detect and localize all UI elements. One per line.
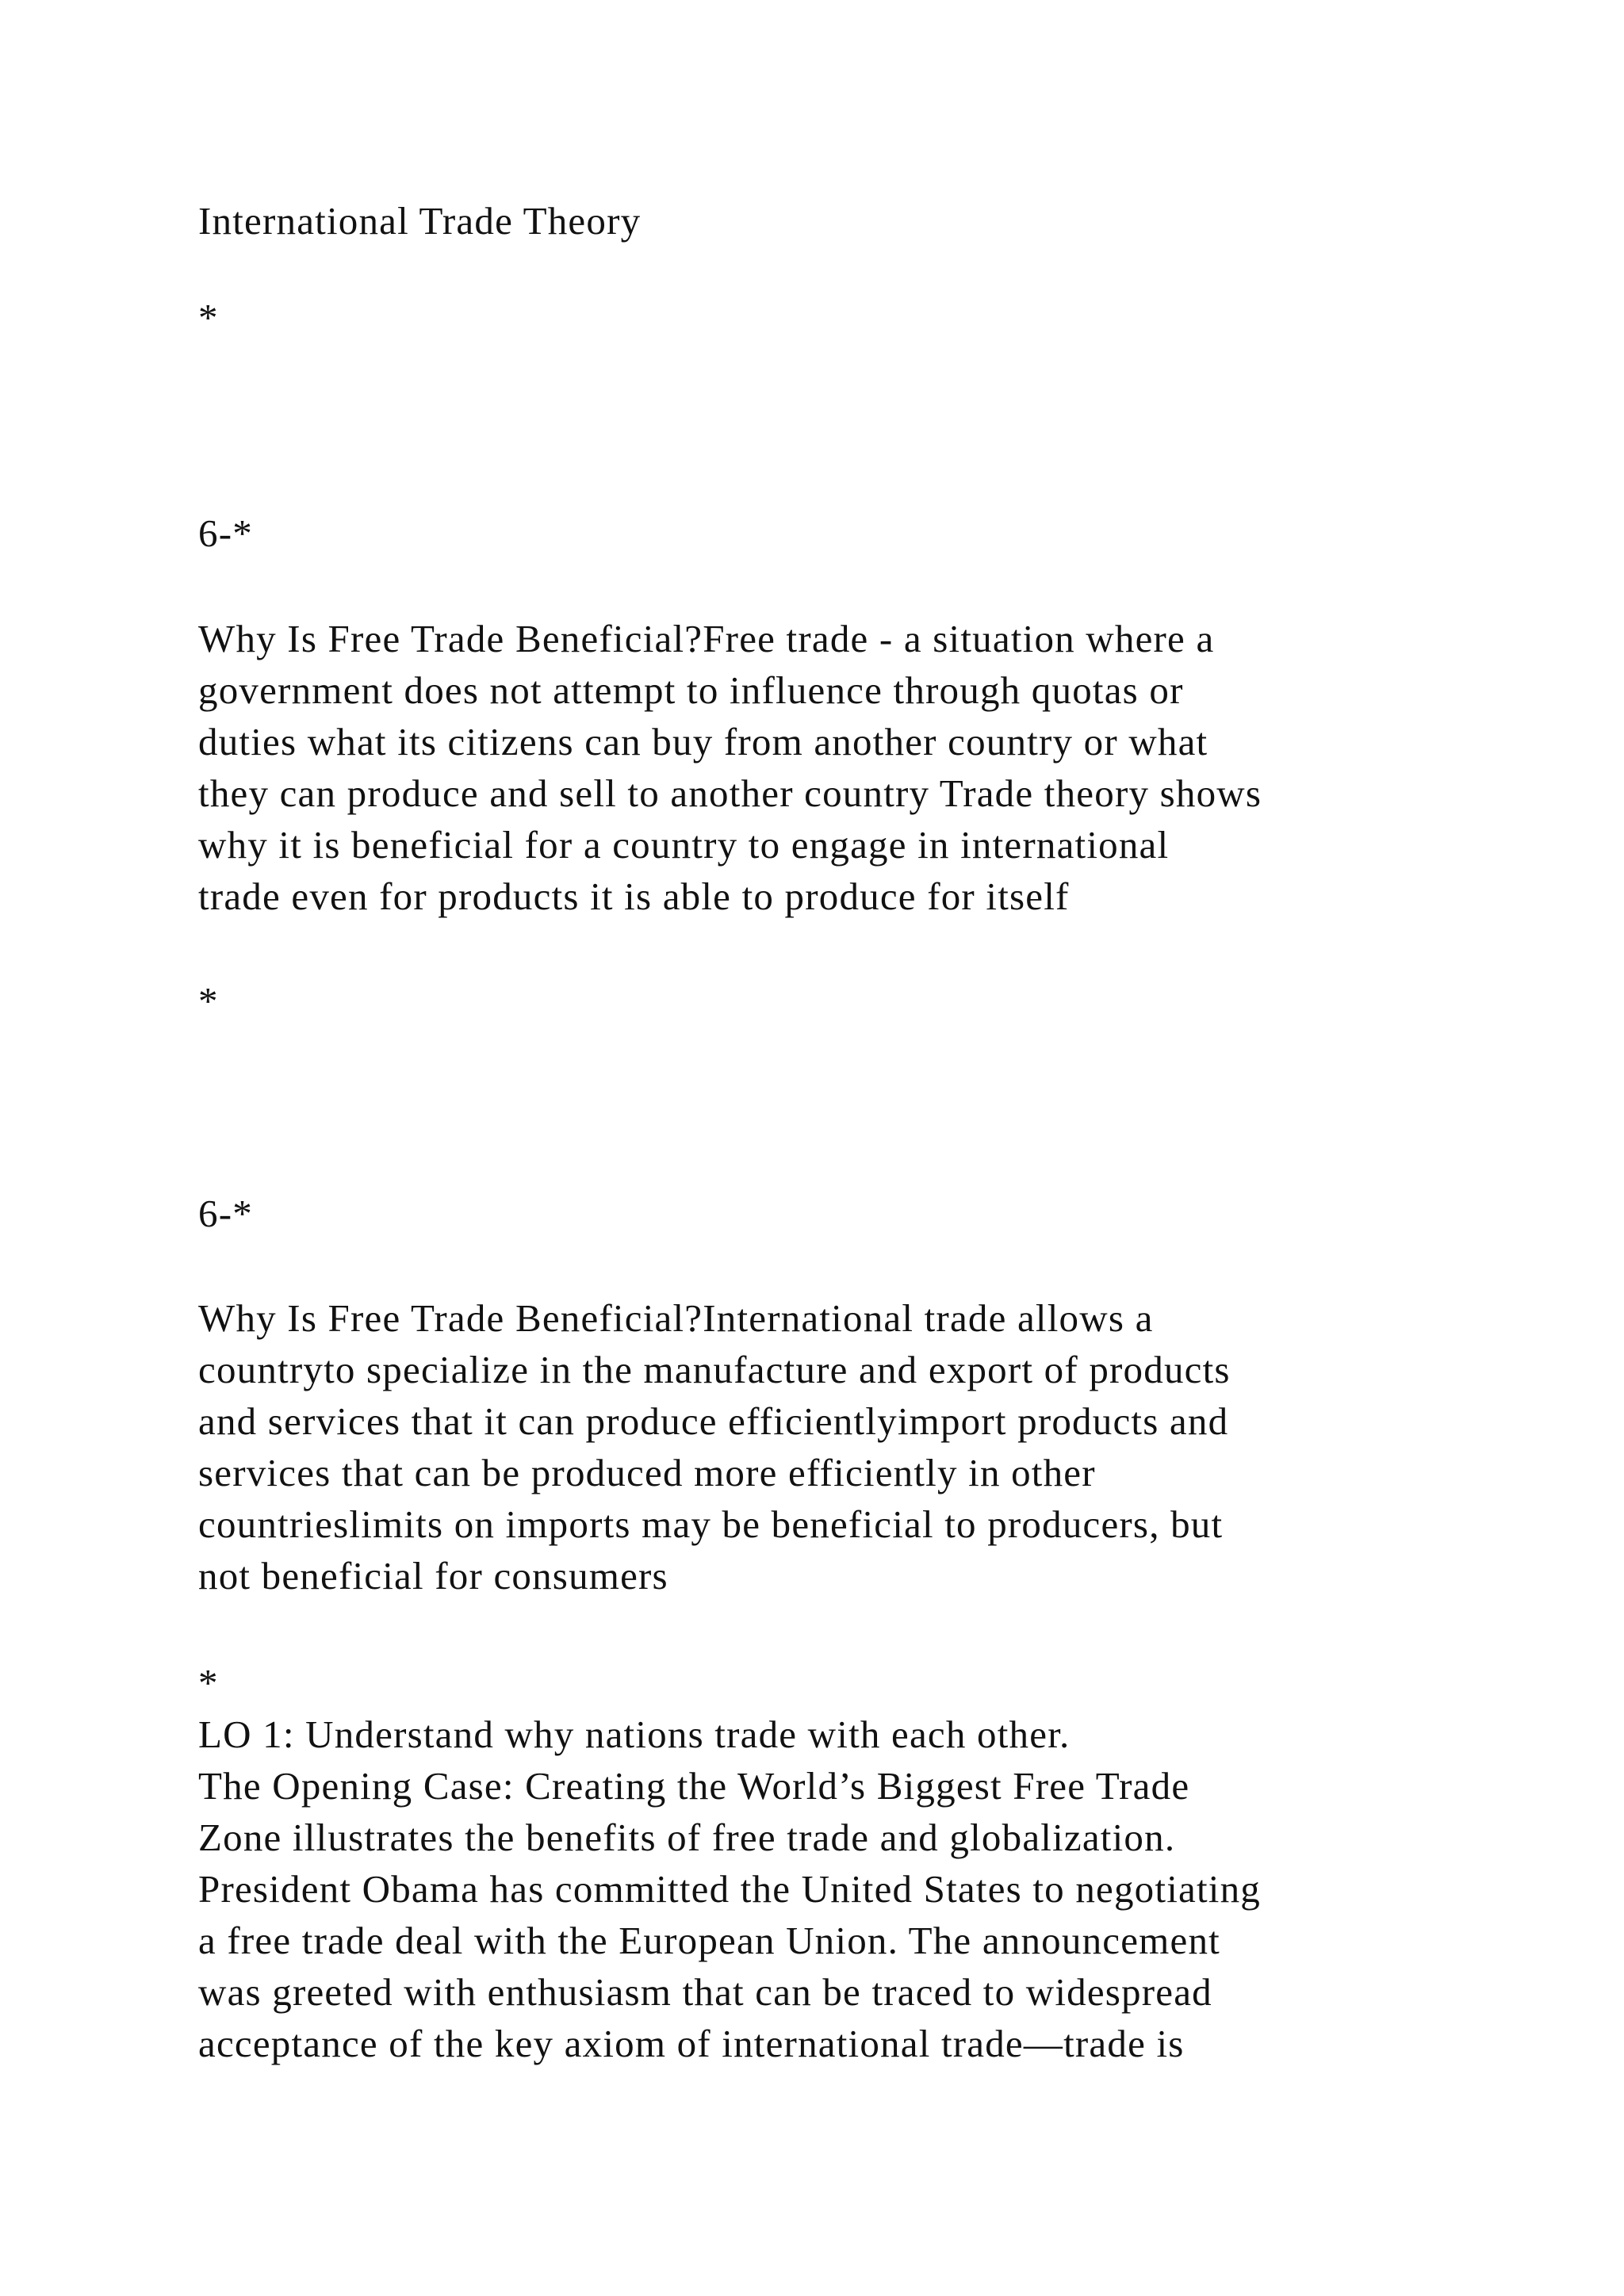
paragraph-line: countrieslimits on imports may be beneficial to producers, but [198,1502,1224,1546]
paragraph-line: and services that it can produce efficientlyimport products and [198,1399,1229,1443]
paragraph-line: government does not attempt to influence through quotas or [198,668,1184,712]
slide-separator-marker: * [198,979,219,1023]
paragraph-line: LO 1: Understand why nations trade with each other. [198,1712,1071,1756]
paragraph-line: not beneficial for consumers [198,1554,668,1598]
paragraph-line: The Opening Case: Creating the World’s Biggest Free Trade [198,1764,1190,1808]
paragraph-line: Zone illustrates the benefits of free trade and globalization. [198,1816,1176,1859]
paragraph-line: countryto specialize in the manufacture and export of products [198,1348,1231,1391]
slide-separator-marker: * [198,296,219,339]
paragraph-line: duties what its citizens can buy from another country or what [198,720,1208,763]
paragraph-line: why it is beneficial for a country to engage in international [198,823,1170,867]
paragraph-line: Why Is Free Trade Beneficial?International trade allows a [198,1296,1154,1340]
paragraph-line: services that can be produced more efficiently in other [198,1451,1096,1494]
paragraph-line: they can produce and sell to another country Trade theory shows [198,771,1262,815]
paragraph-line: President Obama has committed the United States to negotiating [198,1867,1261,1911]
slide-number: 6-* [198,1192,253,1235]
paragraph-line: was greeted with enthusiasm that can be traced to widespread [198,1970,1212,2014]
document-title: International Trade Theory [198,199,642,243]
paragraph-line: a free trade deal with the European Union. The announcement [198,1919,1220,1962]
slide-number: 6-* [198,511,253,555]
paragraph-line: Why Is Free Trade Beneficial?Free trade - a situation where a [198,617,1215,660]
paragraph-line: trade even for products it is able to produce for itself [198,874,1070,918]
slide-separator-marker: * [198,1661,219,1705]
paragraph-line: acceptance of the key axiom of international trade—trade is [198,2022,1185,2065]
